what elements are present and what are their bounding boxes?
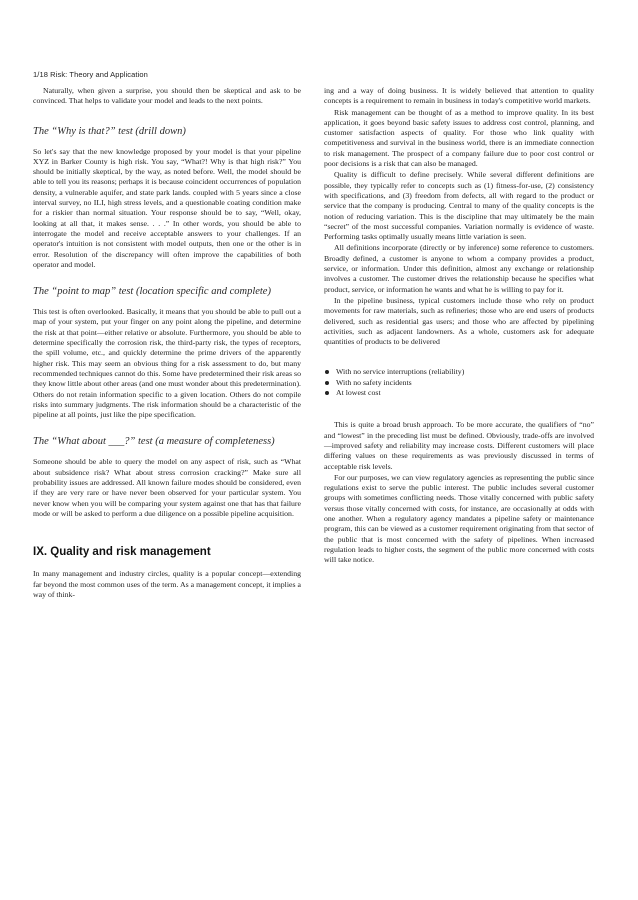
requirements-list (324, 367, 594, 398)
broad-brush-paragraph: This is quite a broad brush approach. To be more accurate, the qualifiers of “no” and “lowest” in the preceding list must be defined. Obviously, trade-offs are involved—improved safety and reliability may increase costs. Different customers will place differing values on these requirements as was previously discussed in terms of acceptable risk levels. (324, 420, 594, 471)
customers-definition-paragraph: All definitions incorporate (directly or by inference) some reference to customers. Broadly defined, a customer is anyone to whom a company provides a product, service, or information. Under this definition, almost any exchange or relationship involves a customer. The customer drives the relationship because he specifies what product, service, or information he wants and what he is willing to pay for it. (324, 243, 594, 294)
what-about-paragraph: Someone should be able to query the model on any aspect of risk, such as “What about subsidence risk? What about stress corrosion cracking?” Make sure all probability issues are addressed. All known failure modes should be considered, even if they are very rare or have never been observed for your particular system. You never know when you will be comparing your system against one that has that failure mode or will be asked to perform a due diligence on a possible pipeline acquisition. (33, 457, 301, 518)
section-heading-quality-risk: IX. Quality and risk management (33, 546, 211, 559)
why-is-that-paragraph: So let's say that the new knowledge proposed by your model is that your pipeline XYZ in Barker County is high risk. You say, “What?! Why is that high risk?” You should be initially skeptical, by the way, as noted before. Well, the model should be able to tell you its reasons; perhaps it is because coincident occurrences of population density, a vulnerable aquifer, and state park lands. coupled with 5 years since a close interval survey, no ILI, high stress levels, and a questionable coating condition make for a riskier than normal situation. Your response should be to say, “Well, okay, looking at all that, it makes sense. . . .” In other words, you should be able to interrogate the model and receive acceptable answers to your challenges. If an operator's intuition is not consistent with model outputs, then one or the other is in error. Resolution of the discrepancy will often improve the capabilities of both operator and model. (33, 146, 301, 269)
list-item: With no safety incidents (324, 378, 594, 388)
running-head: 1/18 Risk: Theory and Application (33, 70, 148, 79)
why-is-that-heading: The “Why is that?” test (drill down) (33, 125, 186, 137)
quality-definition-paragraph: Quality is difficult to define precisely. While several different definitions are possible, they typically refer to concepts such as (1) fitness-for-use, (2) consistency with specifications, and (3) freedom from defects, all with regard to the product or service that the company is producing. Central to many of the quality concepts is the notion of reducing variation. This is the discipline that may ultimately be the main “secret” of the most successful companies. Variation normally is evidence of waste. Performing tasks optimally usually means little variation is seen. (324, 170, 594, 242)
bullet-icon (325, 391, 329, 395)
intro-paragraph: Naturally, when given a surprise, you should then be skeptical and ask to be convinced. That helps to validate your model and leads to the next points. (33, 86, 301, 106)
pipeline-customers-paragraph: In the pipeline business, typical customers include those who rely on product movements for raw materials, such as refineries; those who are end users of products delivered, such as residential gas users; and those who are affected by pipelining activities, such as adjacent landowners. As a whole, customers ask for adequate quantities of products to be delivered (324, 295, 594, 347)
list-item: With no service interruptions (reliability) (324, 367, 594, 377)
bullet-icon (325, 381, 329, 385)
list-item: At lowest cost (324, 388, 594, 398)
section-intro-paragraph: In many management and industry circles, quality is a popular concept—extending far beyond the most common uses of the term. As a management concept, it implies a way of think- (33, 569, 301, 599)
what-about-heading: The “What about ___?” test (a measure of completeness) (33, 436, 275, 448)
point-to-map-paragraph: This test is often overlooked. Basically, it means that you should be able to pull out a map of your system, put your finger on any point along the pipeline, and determine the risk at that point—either relative or absolute. Furthermore, you should be able to determine specifically the corrosion risk, the third-party risk, the types of receptors, the spill volume, etc., and quickly determine the prime drivers of the apparently higher risk. This may seem an obvious thing for a risk assessment to do, but many recommended techniques cannot do this. Some have predetermined their risk areas so they know little about other areas (and one must wonder about this predetermination). Others do not retain information specific to a given location. Others do not compile risks into summary judgments. The risk information should be a characteristic of the pipeline at all points, just like the pipe specification. (33, 307, 301, 420)
bullet-icon (325, 370, 329, 374)
risk-management-paragraph: Risk management can be thought of as a method to improve quality. In its best application, it goes beyond basic safety issues to address cost control, planning, and customer satisfaction aspects of quality. For those who link quality with competitiveness and survival in the business world, there is an immediate connection to risk management. The prospect of a company failure due to poor cost control or poor decisions is a risk that can also be managed. (324, 107, 594, 169)
continued-paragraph: ing and a way of doing business. It is widely believed that attention to quality concepts is a requirement to remain in business in today's competitive world markets. (324, 86, 594, 106)
right-column (324, 86, 594, 565)
point-to-map-heading: The “point to map” test (location specific and complete) (33, 286, 271, 298)
regulatory-agencies-paragraph: For our purposes, we can view regulatory agencies as representing the public since regulations exist to serve the public interest. The public includes several customer groups with sometimes conflicting needs. Those vitally concerned with public safety versus those vitally concerned with costs, for instance, are occasionally at odds with one another. When a regulatory agency mandates a pipeline safety or maintenance program, this can be viewed as a customer requirement originating from that sector of the public that is most concerned with the safety of pipelines. When increased regulation leads to higher costs, the segment of the public more concerned with costs will take notice. (324, 472, 594, 565)
left-column (33, 86, 301, 600)
